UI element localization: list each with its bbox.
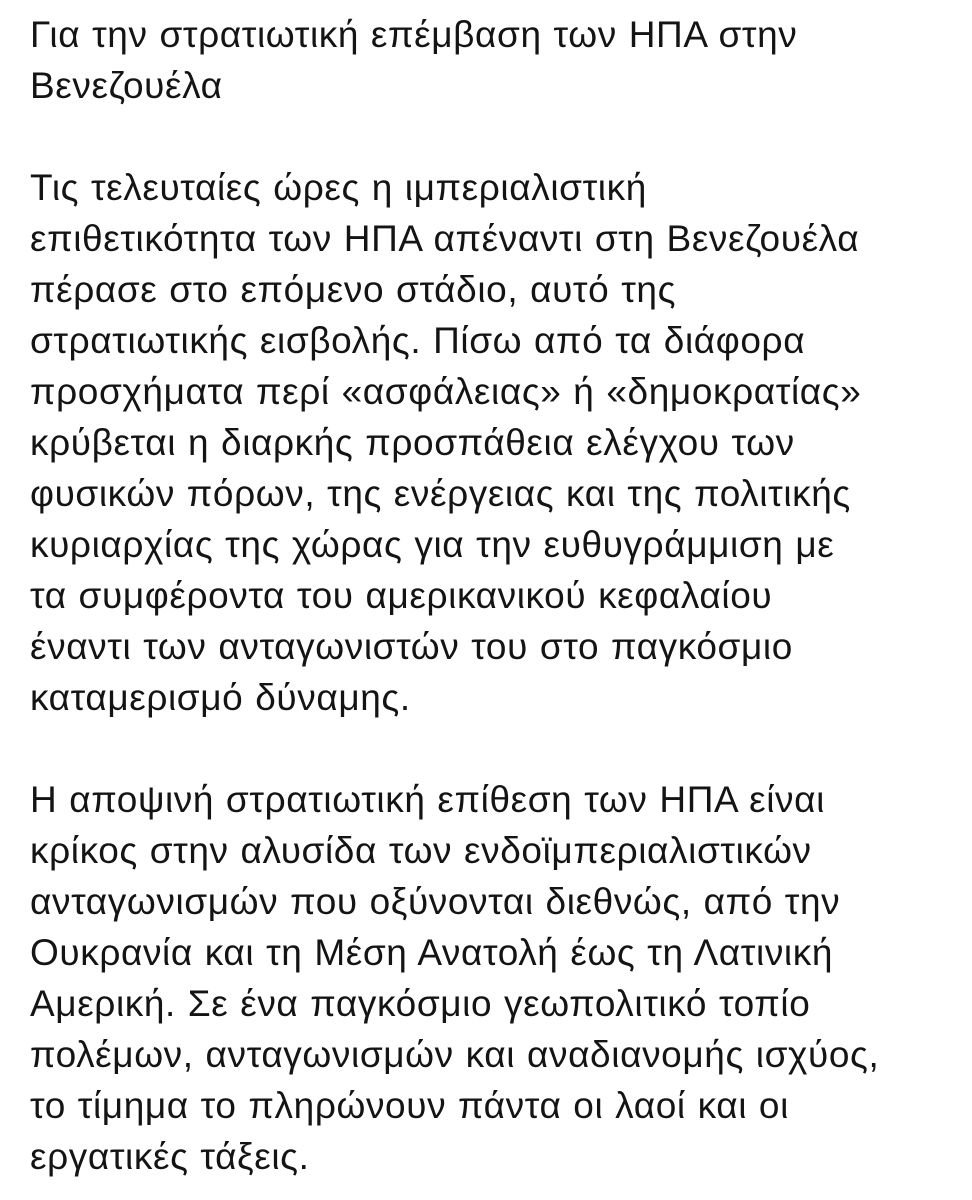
paragraph-line: ανταγωνισμών που οξύνονται διεθνώς, από την [30, 881, 841, 922]
paragraph-line: πέρασε στο επόμενο στάδιο, αυτό της [30, 269, 677, 310]
paragraph-line: Ουκρανία και τη Μέση Ανατολή έως τη Λατινική [30, 932, 834, 973]
paragraph-line: τα συμφέροντα του αμερικανικού κεφαλαίου [30, 575, 773, 616]
paragraph-line: κρίκος στην αλυσίδα των ενδοϊμπεριαλιστικών [30, 830, 812, 871]
paragraph-line: Τις τελευταίες ώρες η ιμπεριαλιστική [30, 167, 647, 208]
paragraph-line: κυριαρχίας της χώρας για την ευθυγράμμιση με [30, 524, 835, 565]
paragraph-line: το τίμημα το πληρώνουν πάντα οι λαοί και οι [30, 1085, 789, 1126]
paragraph-line: επιθετικότητα των ΗΠΑ απέναντι στη Βενεζουέλα [30, 218, 860, 259]
paragraph-line: Αμερική. Σε ένα παγκόσμιο γεωπολιτικό τοπίο [30, 983, 811, 1024]
paragraph-line: προσχήματα περί «ασφάλειας» ή «δημοκρατίας» [30, 371, 862, 412]
paragraph-spacer [30, 111, 950, 162]
note-title [30, 0, 950, 111]
paragraph-line: φυσικών πόρων, της ενέργειας και της πολιτικής [30, 473, 851, 514]
title-line: Για την στρατιωτική επέμβαση των ΗΠΑ στην [30, 14, 798, 55]
paragraph-line: στρατιωτικής εισβολής. Πίσω από τα διάφορα [30, 320, 806, 361]
paragraph-line: καταμερισμό δύναμης. [30, 677, 411, 718]
paragraph-line: εργατικές τάξεις. [30, 1136, 310, 1177]
paragraph-spacer [30, 723, 950, 774]
paragraph-line: κρύβεται η διαρκής προσπάθεια ελέγχου των [30, 422, 795, 463]
paragraph-1 [30, 162, 950, 723]
paragraph-line: πολέμων, ανταγωνισμών και αναδιανομής ισχύος, [30, 1034, 880, 1075]
note-text-body [30, 0, 950, 1182]
paragraph-line: Η αποψινή στρατιωτική επίθεση των ΗΠΑ είναι [30, 779, 825, 820]
paragraph-2 [30, 774, 950, 1182]
paragraph-line: έναντι των ανταγωνιστών του στο παγκόσμιο [30, 626, 793, 667]
title-line: Βενεζουέλα [30, 65, 223, 106]
